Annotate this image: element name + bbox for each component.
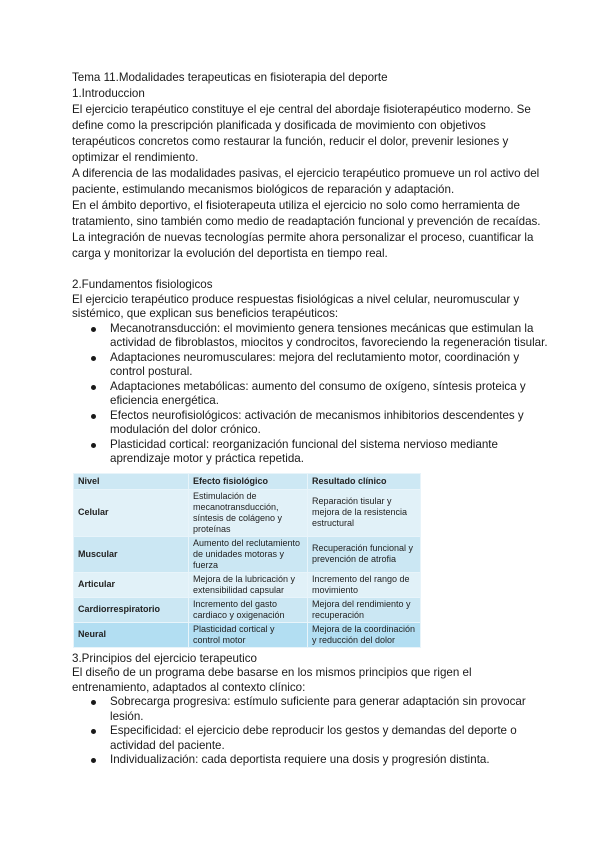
- table-cell: Reparación tisular y mejora de la resistencia estructural: [308, 489, 421, 536]
- table-cell: Celular: [74, 489, 189, 536]
- table-cell: Mejora del rendimiento y recuperación: [308, 597, 421, 622]
- table-row: [74, 572, 421, 597]
- section-heading: 3.Principios del ejercicio terapeutico: [72, 651, 257, 665]
- bullet-item: [72, 380, 542, 409]
- table-cell: Neural: [74, 622, 189, 647]
- bullet-text: control postural.: [110, 365, 193, 378]
- text-line: entrenamiento, adaptados al contexto clínico:: [72, 680, 306, 694]
- text-line: optimizar el rendimiento.: [72, 151, 199, 164]
- table-cell: Mejora de la lubricación y extensibilidad capsular: [189, 572, 308, 597]
- bullet-text: modulación del dolor crónico.: [110, 423, 261, 436]
- column-header: Efecto fisiológico: [189, 473, 308, 489]
- bullet-text: Adaptaciones neuromusculares: mejora del reclutamiento motor, coordinación y: [110, 350, 520, 364]
- bullet-text: Efectos neurofisiológicos: activación de mecanismos inhibitorios descendentes y: [110, 408, 524, 422]
- text-line: tratamiento, sino también como medio de readaptación funcional y prevención de recaídas.: [72, 215, 541, 228]
- text-line: carga y monitorizar la evolución del deportista en tiempo real.: [72, 247, 388, 260]
- text-line: A diferencia de las modalidades pasivas, el ejercicio terapéutico promueve un rol activo del: [72, 167, 540, 180]
- section-fundamentos: [72, 278, 548, 467]
- bullet-item: [72, 351, 542, 380]
- table-row: [74, 489, 421, 536]
- text-line: El ejercicio terapéutico constituye el eje central del abordaje fisioterapéutico moderno. Se: [72, 103, 531, 116]
- table-cell: Cardiorrespiratorio: [74, 597, 189, 622]
- bullet-item: [72, 438, 542, 467]
- bullet-text: Individualización: cada deportista requiere una dosis y progresión distinta.: [110, 753, 490, 766]
- table-cell: Mejora de la coordinación y reducción del dolor: [308, 622, 421, 647]
- text-line: define como la prescripción planificada y dosificada de movimiento con objetivos: [72, 119, 486, 132]
- bullet-icon: [91, 700, 96, 705]
- table-cell: Plasticidad cortical y control motor: [189, 622, 308, 647]
- bullet-text: actividad de fibroblastos, miocitos y condrocitos, favoreciendo la regeneración tisular.: [110, 336, 548, 349]
- bullet-text: aprendizaje motor y práctica repetida.: [110, 452, 304, 465]
- table-cell: Aumento del reclutamiento de unidades motoras y fuerza: [189, 536, 308, 572]
- bullet-text: Especificidad: el ejercicio debe reproducir los gestos y demandas del deporte o: [110, 724, 517, 737]
- text-line: El diseño de un programa debe basarse en los mismos principios que rigen el: [72, 666, 472, 679]
- bullet-icon: [91, 443, 96, 448]
- bullet-text: eficiencia energética.: [110, 394, 219, 407]
- bullet-item: [72, 753, 542, 768]
- document-title: Tema 11.Modalidades terapeuticas en fisioterapia del deporte: [72, 71, 388, 84]
- bullet-icon: [91, 356, 96, 361]
- bullet-text: Adaptaciones metabólicas: aumento del consumo de oxígeno, síntesis proteica y: [110, 379, 526, 393]
- bullet-text: lesión.: [110, 709, 144, 723]
- bullet-text: actividad del paciente.: [110, 738, 225, 752]
- table-row: [74, 536, 421, 572]
- bullet-text: Sobrecarga progresiva: estímulo suficiente para generar adaptación sin provocar: [110, 695, 526, 708]
- bullet-text: Plasticidad cortical: reorganización funcional del sistema nervioso mediante: [110, 437, 498, 451]
- bullet-icon: [91, 385, 96, 390]
- table-cell: Articular: [74, 572, 189, 597]
- text-line: sistémico, que explican sus beneficios terapéuticos:: [72, 307, 339, 320]
- text-line: El ejercicio terapéutico produce respuestas fisiológicas a nivel celular, neuromuscular y: [72, 292, 520, 306]
- table-cell: Muscular: [74, 536, 189, 572]
- table-cell: Incremento del rango de movimiento: [308, 572, 421, 597]
- column-header: Resultado clínico: [308, 473, 421, 489]
- bullet-item: [72, 409, 542, 438]
- bullet-icon: [91, 729, 96, 734]
- text-line: La integración de nuevas tecnologías permite ahora personalizar el proceso, cuantificar la: [72, 231, 534, 244]
- section-principios: [72, 652, 542, 768]
- table-row: [74, 597, 421, 622]
- table-cell: Estimulación de mecanotransducción, síntesis de colágeno y proteínas: [189, 489, 308, 536]
- section-intro: [72, 70, 542, 262]
- section-heading: 2.Fundamentos fisiologicos: [72, 278, 213, 291]
- bullet-item: [72, 724, 542, 753]
- text-line: En el ámbito deportivo, el fisioterapeuta utiliza el ejercicio no solo como herramienta de: [72, 199, 520, 212]
- text-line: terapéuticos concretos como restaurar la función, reducir el dolor, prevenir lesiones y: [72, 135, 509, 148]
- table-row: [74, 622, 421, 647]
- column-header: Nivel: [74, 473, 189, 489]
- bullet-icon: [91, 758, 96, 763]
- bullet-icon: [91, 327, 96, 332]
- table-header-row: [74, 473, 421, 489]
- bullet-item: [72, 695, 542, 724]
- section-heading: 1.Introduccion: [72, 87, 145, 100]
- table-cell: Incremento del gasto cardiaco y oxigenación: [189, 597, 308, 622]
- table-cell: Recuperación funcional y prevención de atrofia: [308, 536, 421, 572]
- text-line: paciente, estimulando mecanismos biológicos de reparación y adaptación.: [72, 183, 455, 196]
- bullet-text: Mecanotransducción: el movimiento genera tensiones mecánicas que estimulan la: [110, 321, 534, 335]
- bullet-item: [72, 321, 548, 351]
- physiology-table: [73, 473, 421, 648]
- bullet-icon: [91, 414, 96, 419]
